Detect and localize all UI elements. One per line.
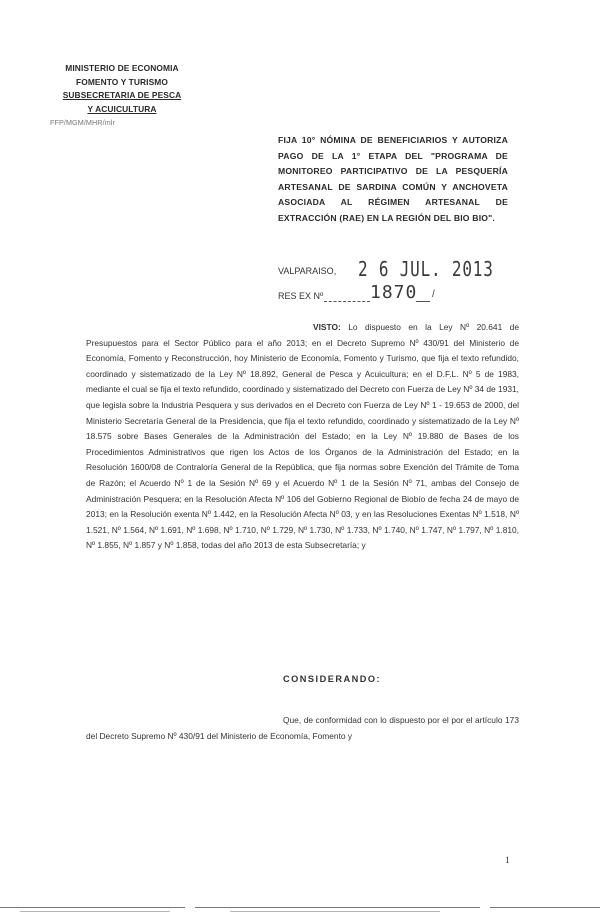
visto-paragraph [86, 320, 519, 554]
stamped-resolution-number: 1870 [370, 282, 418, 303]
que-paragraph: Que, de conformidad con lo dispuesto por el por el artículo 173 del Decreto Supremo Nº 430/91 del Ministerio de Economía, Fomento y [86, 715, 519, 741]
footer-rule [20, 911, 170, 912]
undersecretariat-area: Y ACUICULTURA [87, 103, 157, 114]
scan-footer-artifact [0, 907, 600, 918]
ministry-name: MINISTERIO DE ECONOMIA [65, 63, 179, 73]
resolution-suffix: / [432, 289, 435, 300]
visto-lead: VISTO: [313, 322, 341, 332]
undersecretariat-name: SUBSECRETARIA DE PESCA [62, 90, 182, 101]
ministry-area: FOMENTO Y TURISMO [76, 76, 168, 87]
place-label: VALPARAISO, [278, 266, 337, 276]
number-blank-line [324, 301, 370, 302]
page-number: 1 [505, 856, 510, 866]
footer-rule [0, 907, 185, 908]
footer-rule [195, 907, 480, 908]
visto-text: Lo dispuesto en la Ley Nº 20.641 de Presupuestos para el Sector Público para el año 2013; en el Decreto Supremo Nº 430/91 del Ministerio de Economía, Fomento y Reconstrucción, hoy Ministerio de Economía, Fomento y Turismo, que fija el texto refundido, coordinado y sistematizado de la Ley Nº 18.892, General de Pesca y Acuicultura; en el D.F.L. Nº 5 de 1983, mediante el cual se fija el texto refundido, coordinado y sistematizado del Decreto con Fuerza de Ley Nº 34 de 1931, que legisla sobre la Industria Pesquera y sus derivados en el Decreto con Fuerza de Ley Nº 1 - 19.653 de 2000, del Ministerio Secretaría General de la Presidencia, que fija el texto refundido, coordinado y sistematizado de la Ley Nº 18.575 sobre Bases Generales de la Administración del Estado; en la Ley Nº 19.880 de Bases de los Procedimientos Administrativos que rigen los Actos de los Órganos de la Administración del Estado; en la Resolución 1600/08 de Contraloría General de la República, que fija normas sobre Exención del Trámite de Toma de Razón; el Acuerdo Nº 1 de la Sesión Nº 69 y el Acuerdo Nº 1 de la Sesión Nº 71, ambas del Consejo de Administración Pesquera; en la Resolución Afecta Nº 106 del Gobierno Regional de Biobío de fecha 24 de mayo de 2013; en la Resolución exenta Nº 1.442, en la Resolución Afecta Nº 03, y en las Resoluciones Exentas Nº 1.518, Nº 1.521, Nº 1.564, Nº 1.691, Nº 1.698, Nº 1.710, Nº 1.729, Nº 1.730, Nº 1.733, Nº 1.740, Nº 1.747, Nº 1.797, Nº 1.810, Nº 1.855, Nº 1.857 y Nº 1.858, todas del año 2013 de esta Subsecretaría; y [86, 322, 519, 551]
considerando-heading: CONSIDERANDO: [283, 674, 382, 684]
stamped-date: 2 6 JUL. 2013 [358, 257, 494, 281]
place-date-line [278, 257, 518, 281]
footer-rule [230, 911, 440, 912]
resolution-subject: FIJA 10° NÓMINA DE BENEFICIARIOS Y AUTORIZA PAGO DE LA 1° ETAPA DEL "PROGRAMA DE MONITOREO PARTICIPATIVO DE LA PESQUERÍA ARTESANAL DE SARDINA COMÚN Y ANCHOVETA ASOCIADA AL RÉGIMEN ARTESANAL DE EXTRACCIÓN (RAE) EN LA REGIÓN DEL BIO BIO". [278, 135, 508, 223]
ministry-header [42, 62, 202, 130]
number-blank-line-end [416, 301, 430, 302]
footer-rule [490, 907, 600, 908]
author-reference: FFP/MGM/MHR/mlr [50, 118, 115, 128]
resolution-label: RES EX Nº [278, 291, 324, 301]
resolution-number-line [278, 282, 518, 304]
